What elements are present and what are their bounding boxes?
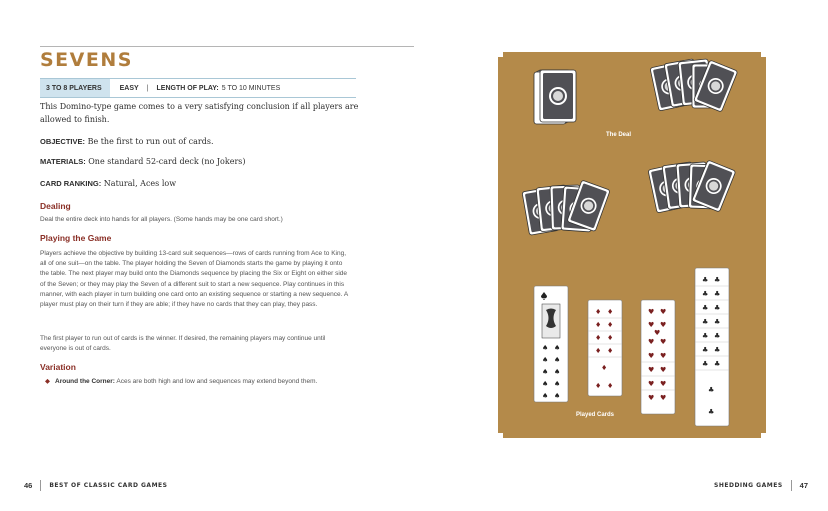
svg-text:♠: ♠ xyxy=(554,392,561,400)
svg-text:♥: ♥ xyxy=(648,366,655,374)
materials-label: MATERIALS: xyxy=(40,157,86,166)
svg-text:♦: ♦ xyxy=(595,334,602,342)
svg-text:♥: ♥ xyxy=(648,394,655,402)
svg-text:♥: ♥ xyxy=(648,338,655,346)
svg-text:♦: ♦ xyxy=(607,382,614,390)
ranking-line xyxy=(40,178,360,191)
svg-text:♦: ♦ xyxy=(601,364,608,372)
played-column-hearts xyxy=(641,300,675,414)
svg-text:♣: ♣ xyxy=(714,318,721,326)
svg-text:♥: ♥ xyxy=(648,321,655,329)
objective-label: OBJECTIVE: xyxy=(40,137,86,146)
title-rule xyxy=(40,46,414,47)
svg-text:♥: ♥ xyxy=(660,321,667,329)
svg-text:♠: ♠ xyxy=(542,356,549,364)
svg-text:♣: ♣ xyxy=(714,360,721,368)
svg-text:♥: ♥ xyxy=(660,352,667,360)
dealing-text: Deal the entire deck into hands for all players. (Some hands may be one card short.) xyxy=(40,216,283,223)
svg-text:♦: ♦ xyxy=(595,382,602,390)
left-page-number: 46 xyxy=(24,481,33,490)
svg-text:♣: ♣ xyxy=(714,290,721,298)
game-illustration xyxy=(498,52,766,438)
footer-divider xyxy=(791,480,792,491)
hand-top-right xyxy=(650,59,738,112)
svg-text:♠: ♠ xyxy=(542,344,549,352)
game-info-bar xyxy=(40,78,356,98)
svg-text:♣: ♣ xyxy=(702,346,709,354)
right-page-number: 47 xyxy=(799,481,808,490)
playing-text: Players achieve the objective by building 13-card suit sequences—rows of cards running from Ace to King, all of one suit—on the table. The player holding the Seven of Diamonds starts the game by playing it onto the table. The next player may build onto the Diamonds sequence by placing the Six or Eight on either side of the Seven; or they may play the Seven of a different suit to start a new sequence. Play continues in this manner, with each player in turn building one card onto an existing sequence or starting a new sequence. A player must play on their turn if they are able; if they have no cards that they can play, they pass. xyxy=(40,250,348,309)
svg-text:♣: ♣ xyxy=(702,290,709,298)
page-title: SEVENS xyxy=(40,49,133,71)
playing-heading: Playing the Game xyxy=(40,233,112,243)
svg-text:♥: ♥ xyxy=(654,329,661,337)
winner-text: The first player to run out of cards is the winner. If desired, the remaining players may continue until everyone is out of cards. xyxy=(40,335,326,353)
ranking-text: Natural, Aces low xyxy=(103,179,177,188)
svg-text:♠: ♠ xyxy=(554,380,561,388)
svg-text:♥: ♥ xyxy=(660,338,667,346)
difficulty-label: EASY xyxy=(119,84,139,92)
svg-text:♦: ♦ xyxy=(607,308,614,316)
svg-text:♣: ♣ xyxy=(714,276,721,284)
svg-text:♠: ♠ xyxy=(554,344,561,352)
played-cards-label: Played Cards xyxy=(576,412,615,418)
svg-text:♥: ♥ xyxy=(648,352,655,360)
hand-right xyxy=(648,160,736,213)
svg-text:♣: ♣ xyxy=(702,360,709,368)
info-separator: | xyxy=(146,84,149,92)
intro-paragraph: This Domino-type game comes to a very satisfying conclusion if all players are allowed to finish. xyxy=(40,102,359,124)
svg-text:♣: ♣ xyxy=(702,276,709,284)
svg-text:♣: ♣ xyxy=(714,304,721,312)
bullet-icon: ◆ xyxy=(45,378,50,385)
materials-text: One standard 52-card deck (no Jokers) xyxy=(88,157,246,166)
book-title: BEST OF CLASSIC CARD GAMES xyxy=(49,482,168,489)
svg-text:♣: ♣ xyxy=(714,346,721,354)
svg-text:♦: ♦ xyxy=(607,347,614,355)
svg-text:♠: ♠ xyxy=(554,368,561,376)
variation-text: Aces are both high and low and sequences may extend beyond them. xyxy=(116,378,318,385)
svg-text:♠: ♠ xyxy=(554,356,561,364)
svg-text:♣: ♣ xyxy=(714,332,721,340)
svg-text:♣: ♣ xyxy=(702,318,709,326)
svg-text:♣: ♣ xyxy=(702,332,709,340)
ranking-label: CARD RANKING: xyxy=(40,179,102,188)
played-column-spades xyxy=(534,286,568,402)
svg-text:♣: ♣ xyxy=(702,304,709,312)
svg-text:♥: ♥ xyxy=(660,366,667,374)
hand-left xyxy=(522,180,610,235)
length-label: LENGTH OF PLAY: xyxy=(156,84,219,92)
svg-text:♦: ♦ xyxy=(595,321,602,329)
svg-text:♣: ♣ xyxy=(708,386,715,394)
variation-heading: Variation xyxy=(40,362,76,372)
variation-item xyxy=(46,377,324,387)
footer-divider xyxy=(40,480,41,491)
left-footer xyxy=(24,480,167,491)
objective-line xyxy=(40,136,360,149)
dealing-heading: Dealing xyxy=(40,201,71,211)
svg-text:♦: ♦ xyxy=(607,321,614,329)
the-deal-label: The Deal xyxy=(606,132,632,138)
svg-text:♥: ♥ xyxy=(660,394,667,402)
section-title: SHEDDING GAMES xyxy=(714,482,783,489)
illustration-svg xyxy=(498,52,766,438)
right-footer xyxy=(714,480,808,491)
length-value: 5 TO 10 MINUTES xyxy=(221,84,281,92)
variation-label: Around the Corner: xyxy=(55,378,115,385)
svg-text:♥: ♥ xyxy=(660,308,667,316)
svg-text:♦: ♦ xyxy=(607,334,614,342)
svg-text:♠: ♠ xyxy=(542,368,549,376)
svg-text:♠: ♠ xyxy=(542,380,549,388)
svg-text:♠: ♠ xyxy=(542,392,549,400)
played-column-clubs xyxy=(695,268,729,426)
svg-text:♥: ♥ xyxy=(648,380,655,388)
svg-text:♦: ♦ xyxy=(595,347,602,355)
svg-text:♦: ♦ xyxy=(595,308,602,316)
stock-pile xyxy=(534,70,576,124)
players-badge: 3 TO 8 PLAYERS xyxy=(40,79,110,97)
played-column-diamonds xyxy=(588,300,622,396)
objective-text: Be the first to run out of cards. xyxy=(87,137,214,146)
svg-text:♥: ♥ xyxy=(660,380,667,388)
svg-text:♣: ♣ xyxy=(708,408,715,416)
svg-text:♥: ♥ xyxy=(648,308,655,316)
materials-line xyxy=(40,156,360,169)
